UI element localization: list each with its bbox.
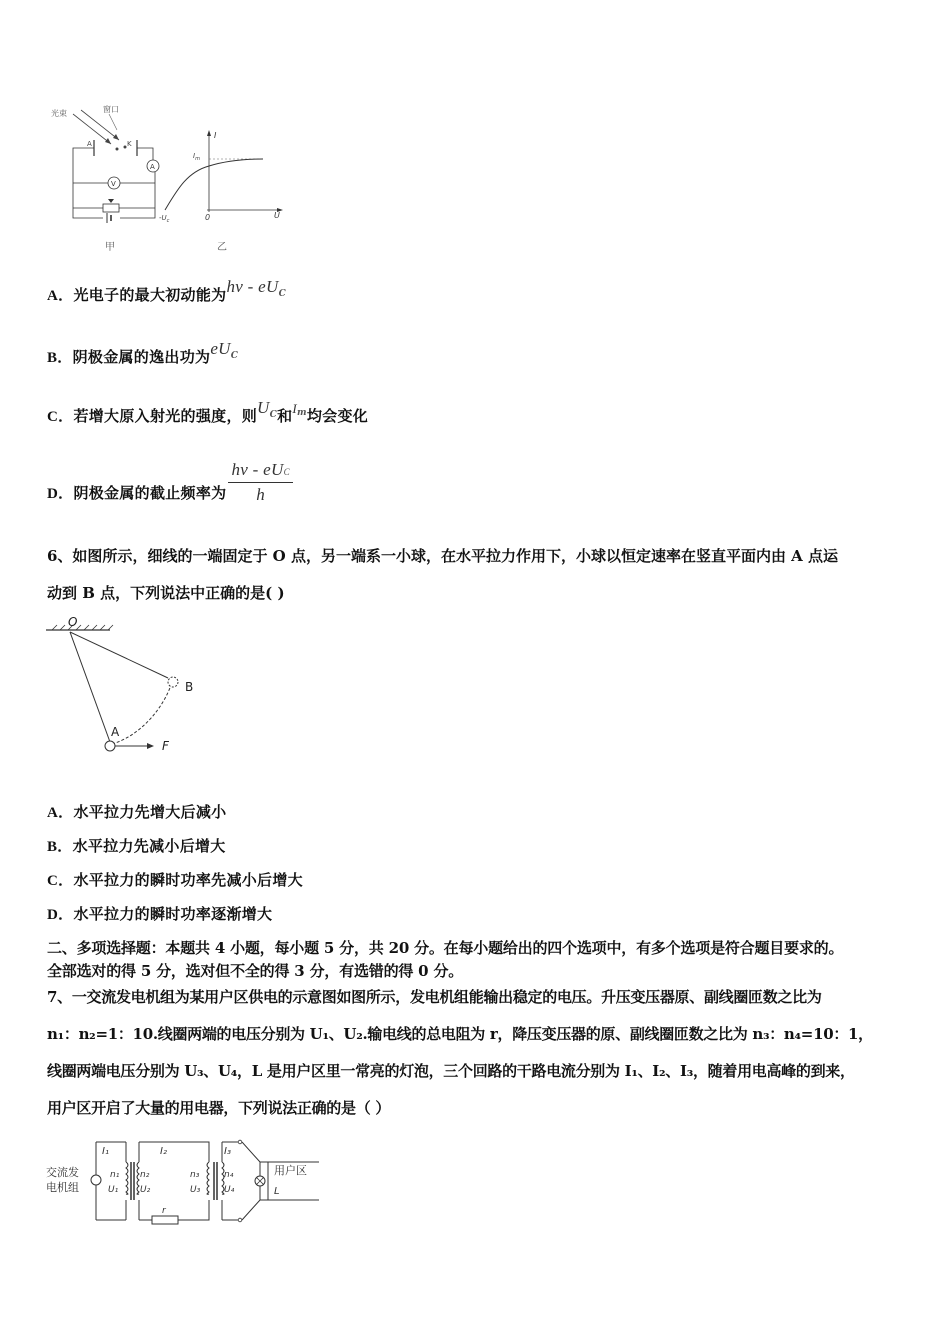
line-resistance-label: r [162,1206,166,1216]
point-a-label: A [111,725,120,739]
generator-label-line2: 电机组 [46,1181,79,1194]
q5-option-a[interactable]: A．光电子的最大初动能为hν - $eU^C$ [47,277,287,304]
ammeter-label: A [150,163,155,171]
origin-label: 0 [205,213,211,222]
cutoff-frequency-fraction: $\frac{\text{hν - eUC}}{h}$ [228,460,292,505]
cathode-label: K [127,140,132,148]
n2-label: n₂ [140,1170,150,1180]
q6-option-d[interactable]: D．水平拉力的瞬时功率逐渐增大 [47,905,273,923]
current-i2-label: I₂ [160,1146,167,1157]
lamp-l-label: L [274,1186,280,1197]
q6-option-b[interactable]: B．水平拉力先减小后增大 [47,837,226,855]
q5-option-d[interactable]: D． 阴极金属的截止频率为 $\frac{\text{hν - eUC}}{h}$ [47,460,293,505]
current-i3-label: I₃ [224,1146,231,1157]
figure-a-caption: 甲 [105,242,115,253]
voltmeter-label: V [111,180,116,188]
section-2-heading: 二、多项选择题：本题共 4 小题，每小题 5 分，共 20 分。在每小题给出的四个选项中，有多个选项是符合题目要求的。 全部选对的得 5 分，选对但不全的得 3 分，有选错的得 0 分。 [47,939,844,980]
current-axis-label: I [214,131,217,140]
u1-label: U₁ [108,1185,119,1195]
u4-label: U₄ [224,1185,235,1195]
q7-stem: 7、一交流发电机组为某用户区供电的示意图如图所示，发电机组能输出稳定的电压。升压变压器原、副线圈匝数之比为 n₁：n₂=1：10.线圈两端的电压分别为 U₁、U₂.输电线的总电阻为 r，降压变压器的原、副线圈匝数之比为 n₃：n₄=10：1， 线圈两端电压分别为 U₃、U₄，L 是用户区里一常亮的灯泡，三个回路的干路电流分别为 I₁、I₂、I₃，随着用电高峰的到来， 用户区开启了大量的用电器，下列说法正确的是（ ） [47,988,873,1117]
point-o-label: O [68,615,78,629]
window-label: 窗口 [103,105,119,114]
q6-option-a[interactable]: A．水平拉力先增大后减小 [47,803,227,821]
user-area-label: 用户区 [274,1164,307,1177]
stopping-voltage-label: $-U_c$ [159,214,170,224]
n3-label: n₃ [190,1170,200,1180]
q6-option-c[interactable]: C．水平拉力的瞬时功率先减小后增大 [47,871,303,889]
anode-label: A [87,140,92,148]
q5-option-b[interactable]: B．阴极金属的逸出功为$eU^C$ [47,339,239,366]
q5-option-c[interactable]: C．若增大原入射光的强度，则$U^C$和$I^m$均会变化 [47,398,369,425]
voltage-axis-label: U [274,211,280,220]
power-transmission-figure [44,1132,329,1232]
u3-label: U₃ [190,1185,201,1195]
current-i1-label: I₁ [102,1146,109,1157]
n1-label: n₁ [110,1170,120,1180]
figure-b-caption: 乙 [217,242,227,253]
generator-label-line1: 交流发 [46,1166,79,1179]
point-b-label: B [185,680,194,694]
n4-label: n₄ [224,1170,234,1180]
pendulum-figure [40,612,220,762]
q6-stem: 6、如图所示，细线的一端固定于 O 点，另一端系一小球，在水平拉力作用下，小球以恒定速率在竖直平面内由 A 点运 动到 B 点，下列说法中正确的是( ) [47,547,839,602]
u2-label: U₂ [140,1185,151,1195]
saturation-current-label: $I_m$ [193,152,200,162]
photoelectric-figure [45,100,295,260]
force-f-label: F [162,739,169,753]
light-beam-label: 光束 [51,109,67,118]
